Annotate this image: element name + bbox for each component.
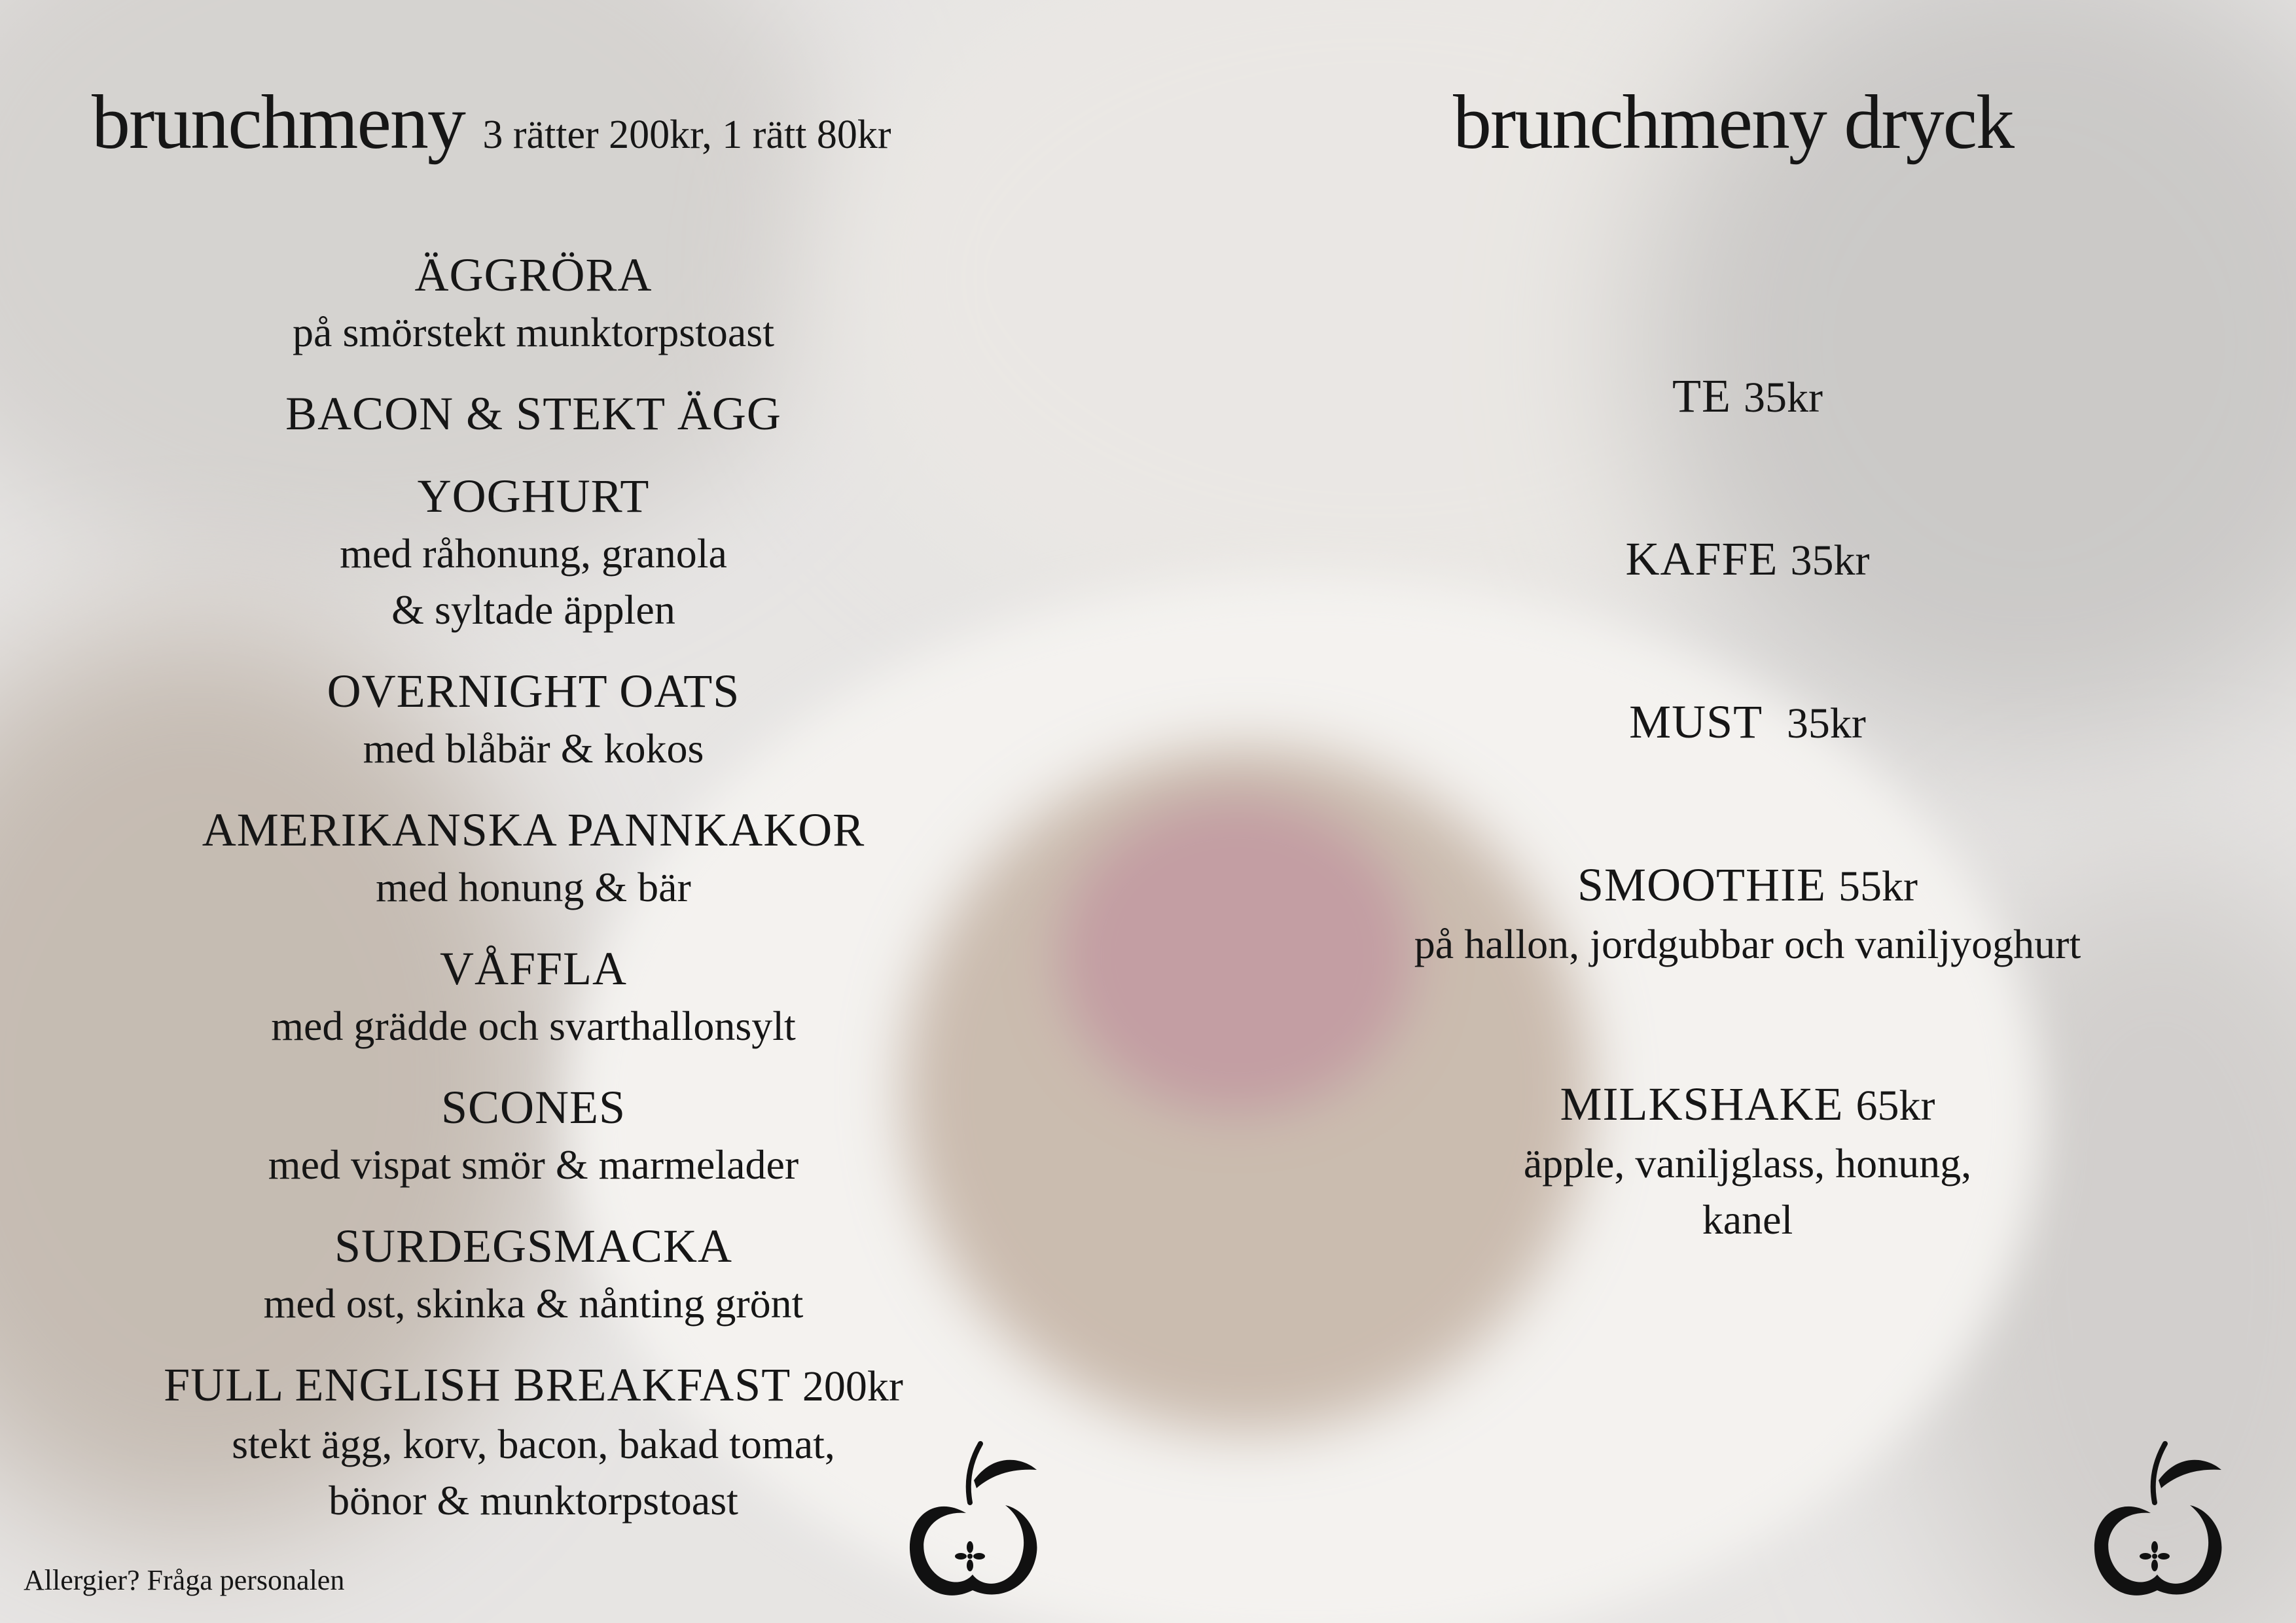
menu-item-description: med ost, skinka & nånting grönt: [263, 1280, 804, 1327]
menu-item: [65, 384, 1001, 443]
menu-item: [65, 1078, 1001, 1193]
menu-item-title: FULL ENGLISH BREAKFAST: [164, 1359, 790, 1411]
menu-item-price: 35kr: [1790, 537, 1870, 584]
menu-item: [65, 800, 1001, 916]
menu-item-title: SURDEGSMACKA: [334, 1220, 733, 1272]
menu-item-description: på smörstekt munktorpstoast: [293, 309, 774, 355]
menu-item-name: [1322, 366, 2173, 427]
menu-item-price: 200kr: [802, 1363, 903, 1410]
menu-item-name: [1322, 692, 2173, 753]
menu-item-description: med råhonung, granola & syltade äpplen: [340, 530, 727, 633]
menu-item-title: MUST: [1629, 696, 1774, 748]
menu-item-title: BACON & STEKT ÄGG: [285, 387, 781, 440]
apple-logo-icon: [903, 1440, 1047, 1603]
menu-item: [65, 939, 1001, 1054]
menu-item-name: [65, 662, 1001, 721]
menu-item: [1322, 855, 2173, 972]
menu-item-title: SMOOTHIE: [1577, 859, 1826, 911]
menu-item-name: [65, 245, 1001, 304]
food-menu-title: brunchmeny 3 rätter 200kr, 1 rätt 80kr: [92, 79, 891, 165]
menu-item-title: YOGHURT: [417, 470, 650, 522]
drink-menu-list: [1322, 366, 2173, 1350]
menu-item-title: VÅFFLA: [439, 942, 628, 995]
allergy-note: Allergier? Fråga personalen: [24, 1564, 345, 1596]
menu-item: [1322, 529, 2173, 590]
menu-item-title: KAFFE: [1625, 533, 1778, 585]
menu-item-description: på hallon, jordgubbar och vaniljyoghurt: [1414, 921, 2081, 967]
menu-item-title: OVERNIGHT OATS: [327, 665, 740, 717]
drink-menu-title: brunchmeny dryck: [1453, 79, 2013, 165]
menu-item-description: med grädde och svarthallonsylt: [271, 1003, 796, 1049]
menu-item: [1322, 1075, 2173, 1248]
menu-item-description: äpple, vaniljglass, honung, kanel: [1523, 1140, 1972, 1243]
menu-item-description: stekt ägg, korv, bacon, bakad tomat, bönor & munktorpstoast: [232, 1421, 835, 1524]
menu-item-name: [1322, 1075, 2173, 1135]
menu-item-name: [1322, 855, 2173, 916]
menu-item-name: [65, 800, 1001, 859]
menu-item-price: 35kr: [1786, 700, 1866, 747]
menu-item: [65, 662, 1001, 777]
apple-logo-icon: [2088, 1440, 2232, 1603]
menu-item: [65, 1355, 1001, 1529]
menu-item-description: med blåbär & kokos: [363, 725, 704, 772]
menu-item-description: med honung & bär: [376, 864, 691, 910]
menu-item-description: med vispat smör & marmelader: [268, 1141, 799, 1188]
food-menu-list: [65, 245, 1001, 1552]
menu-item-title: ÄGGRÖRA: [414, 249, 653, 301]
menu-item: [65, 1217, 1001, 1332]
menu-item: [65, 245, 1001, 361]
menu-item-price: 35kr: [1743, 374, 1823, 421]
menu-item-name: [1322, 529, 2173, 590]
menu-item-name: [65, 467, 1001, 526]
menu-item: [1322, 366, 2173, 427]
menu-item-name: [65, 1078, 1001, 1137]
menu-item-title: AMERIKANSKA PANNKAKOR: [202, 804, 865, 856]
menu-item-name: [65, 384, 1001, 443]
menu-item-name: [65, 1217, 1001, 1275]
menu-item-price: 65kr: [1856, 1082, 1935, 1130]
menu-item-price: 55kr: [1839, 863, 1918, 910]
food-menu-subtitle: 3 rätter 200kr, 1 rätt 80kr: [482, 113, 891, 157]
menu-item: [65, 467, 1001, 638]
menu-item-title: TE: [1672, 370, 1731, 422]
menu-item-title: SCONES: [440, 1081, 626, 1133]
menu-item-name: [65, 1355, 1001, 1416]
menu-item-name: [65, 939, 1001, 998]
menu-item-title: MILKSHAKE: [1560, 1078, 1844, 1130]
menu-item: [1322, 692, 2173, 753]
